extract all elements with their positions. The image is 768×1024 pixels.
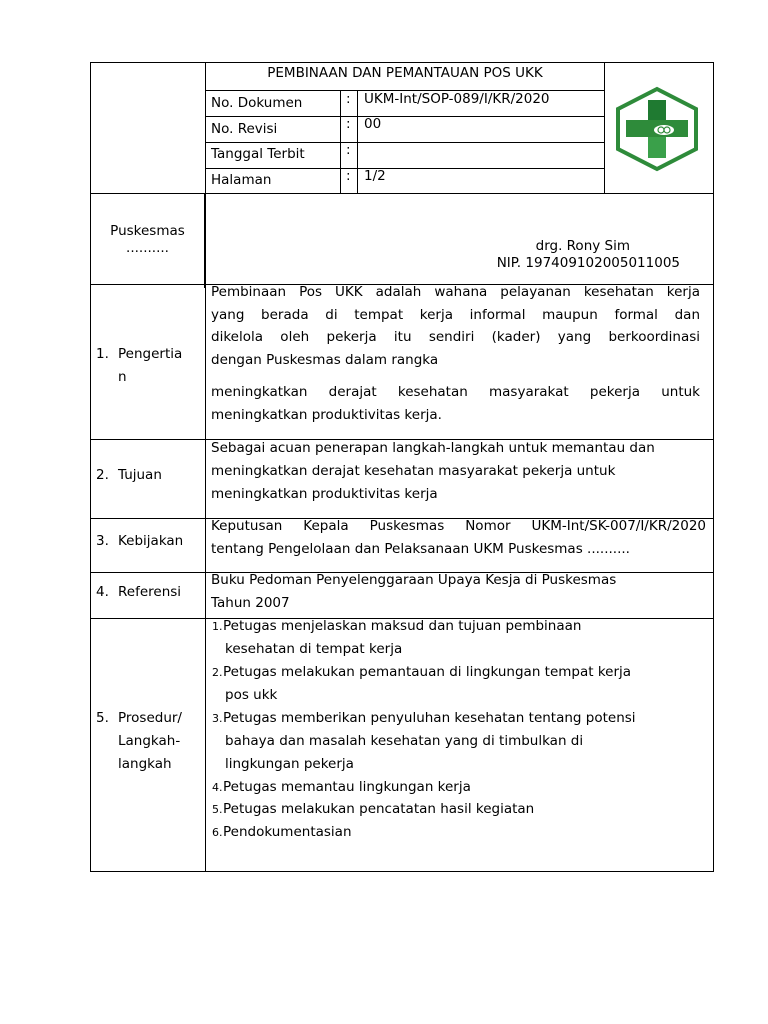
- section-referensi-num: 4.: [96, 584, 109, 600]
- procedure-step-line: pos ukk: [225, 687, 278, 703]
- pengertian-line-5: meningkatkan derajat kesehatan masyarakat pekerja untuk: [211, 384, 700, 400]
- kebijakan-line-2: tentang Pengelolaan dan Pelaksanaan UKM Puskesmas ..........: [211, 541, 630, 557]
- doc-number-label: No. Dokumen: [211, 95, 303, 111]
- procedure-step-line: Petugas memberikan penyuluhan kesehatan tentang potensi: [223, 710, 636, 726]
- puskesmas-dots: ..........: [126, 240, 169, 256]
- procedure-step-number: 5.: [212, 803, 223, 816]
- procedure-step-text: [223, 661, 631, 707]
- section-pengertian-num: 1.: [96, 346, 109, 362]
- issue-date-sep: :: [346, 142, 351, 158]
- procedure-step-text: Pendokumentasian: [223, 824, 352, 840]
- puskesmas-label: Puskesmas: [110, 223, 185, 239]
- procedure-step-number: 1.: [212, 620, 223, 633]
- procedure-step-text: [223, 707, 636, 776]
- section-prosedur-label-2: Langkah-: [118, 733, 181, 749]
- procedure-step-number: 4.: [212, 781, 223, 794]
- pengertian-line-4: dengan Puskesmas dalam rangka: [211, 352, 439, 368]
- page-value: 1/2: [364, 168, 386, 184]
- pengertian-line-3: dikelola oleh pekerja itu sendiri (kader) yang berkoordinasi: [211, 329, 700, 345]
- procedure-step-number: 3.: [212, 712, 223, 725]
- procedure-step-line: Petugas menjelaskan maksud dan tujuan pembinaan: [223, 618, 582, 634]
- referensi-line-1: Buku Pedoman Penyelenggaraan Upaya Kesja di Puskesmas: [211, 572, 617, 588]
- pengertian-line-1: Pembinaan Pos UKK adalah wahana pelayanan kesehatan kerja: [211, 284, 700, 300]
- revision-label: No. Revisi: [211, 121, 278, 137]
- pengertian-line-2: yang berada di tempat kerja informal maupun formal dan: [211, 307, 700, 323]
- procedure-step-line: kesehatan di tempat kerja: [225, 641, 403, 657]
- kebijakan-line-1: Keputusan Kepala Puskesmas Nomor UKM-Int/SK-007/I/KR/2020: [211, 518, 706, 534]
- revision-sep: :: [346, 116, 351, 132]
- procedure-step-text: Petugas memantau lingkungan kerja: [223, 779, 471, 795]
- section-tujuan-num: 2.: [96, 467, 109, 483]
- section-prosedur-num: 5.: [96, 710, 109, 726]
- revision-value: 00: [364, 116, 382, 132]
- procedure-step-line: lingkungan pekerja: [225, 756, 354, 772]
- tujuan-line-3: meningkatkan produktivitas kerja: [211, 486, 438, 502]
- section-prosedur-label: Prosedur/: [118, 710, 182, 726]
- doc-number-sep: :: [346, 91, 351, 107]
- pengertian-line-6: meningkatkan produktivitas kerja.: [211, 407, 442, 423]
- document-title: PEMBINAAN DAN PEMANTAUAN POS UKK: [267, 65, 543, 81]
- section-tujuan-label: Tujuan: [118, 467, 162, 483]
- issue-date-label: Tanggal Terbit: [211, 146, 305, 162]
- section-kebijakan-label: Kebijakan: [118, 533, 184, 549]
- puskesmas-logo-icon: [612, 86, 702, 172]
- doc-number-value: UKM-Int/SOP-089/I/KR/2020: [364, 91, 550, 107]
- procedure-step-number: 2.: [212, 666, 223, 679]
- section-pengertian-label: Pengertia: [118, 346, 183, 362]
- tujuan-line-1: Sebagai acuan penerapan langkah-langkah untuk memantau dan: [211, 440, 655, 456]
- section-referensi-label: Referensi: [118, 584, 182, 600]
- procedure-step-line: bahaya dan masalah kesehatan yang di timbulkan di: [225, 733, 584, 749]
- page-sep: :: [346, 168, 351, 184]
- section-kebijakan-num: 3.: [96, 533, 109, 549]
- page-label: Halaman: [211, 172, 272, 188]
- signer-name: drg. Rony Sim: [535, 238, 630, 254]
- tujuan-line-2: meningkatkan derajat kesehatan masyarakat pekerja untuk: [211, 463, 616, 479]
- section-pengertian-label-cont: n: [118, 369, 127, 385]
- procedure-step-line: Petugas melakukan pemantauan di lingkungan tempat kerja: [223, 664, 632, 680]
- signer-nip: NIP. 197409102005011005: [496, 255, 680, 271]
- procedure-step-text: [223, 615, 581, 661]
- referensi-line-2: Tahun 2007: [211, 595, 290, 611]
- procedure-step-number: 6.: [212, 826, 223, 839]
- section-prosedur-label-3: langkah: [118, 756, 172, 772]
- procedure-step-text: Petugas melakukan pencatatan hasil kegiatan: [223, 801, 535, 817]
